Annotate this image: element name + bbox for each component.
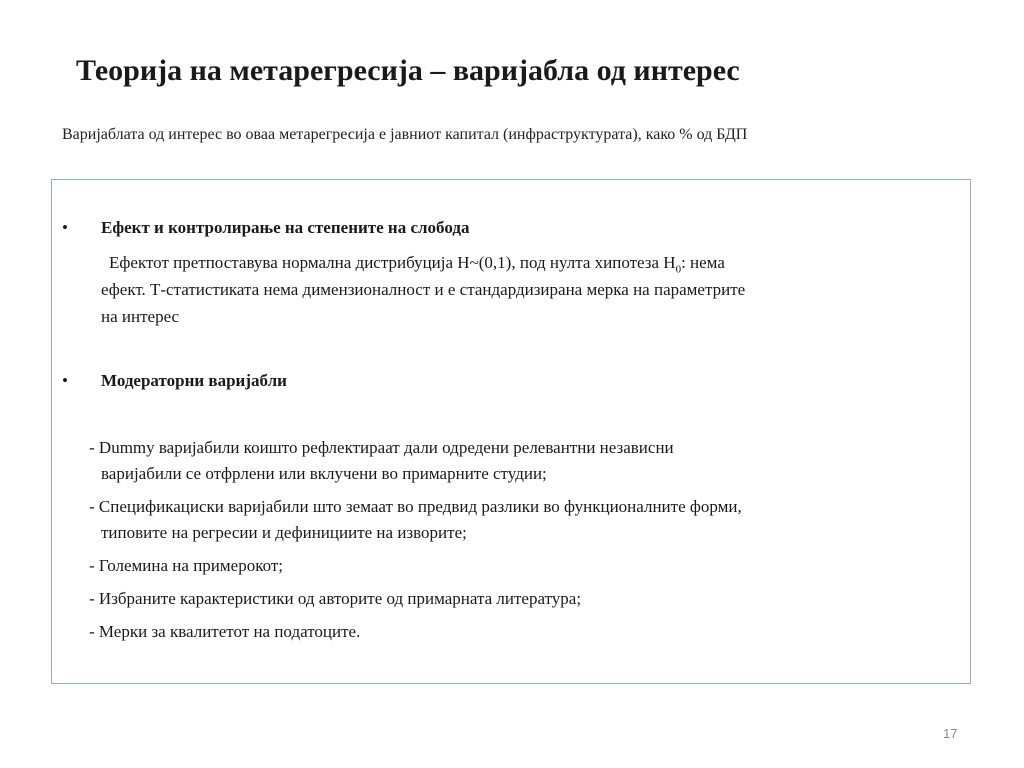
list-item-line: варијабили се отфрлени или вклучени во примарните студии;	[101, 464, 547, 483]
effect-line-1-text: Ефектот претпоставува нормална дистрибуција H~(0,1), под нулта хипотеза H	[109, 253, 676, 272]
list-item-line: - Големина на примерокот;	[89, 556, 284, 575]
list-item-line: типовите на регресии и дефинициите на изворите;	[101, 523, 467, 542]
list-item	[89, 553, 964, 579]
effect-line-3: на интерес	[101, 307, 180, 326]
effect-line-1-end: : нема	[681, 253, 725, 272]
bullet-marker: •	[62, 218, 68, 237]
content-box	[51, 179, 971, 684]
bullet-heading-effect: Ефект и контролирање на степените на слобода	[101, 218, 470, 237]
list-item	[89, 586, 964, 612]
effect-line-1	[101, 249, 963, 276]
effect-paragraph	[101, 249, 963, 330]
list-item-line: - Избраните карактеристики од авторите од примарната литература;	[89, 589, 582, 608]
list-item	[89, 619, 964, 645]
list-item-line: - Спецификациски варијабили што земаат во предвид разлики во функционалните форми,	[89, 497, 742, 516]
list-item-line: - Dummy варијабили коишто рефлектираат дали одредени релевантни независни	[89, 438, 674, 457]
slide-subtitle: Варијаблата од интерес во оваа метарегресија е јавниот капитал (инфраструктурата), како % од БДП	[62, 126, 748, 143]
effect-line-2: ефект. Т-статистиката нема димензионалност и е стандардизирана мерка на параметрите	[101, 280, 746, 299]
page-number: 17	[943, 726, 958, 741]
bullet-marker: •	[62, 371, 68, 390]
slide-title: Теорија на метарегресија – варијабла од интерес	[76, 54, 740, 87]
moderator-list	[89, 435, 964, 652]
list-item	[89, 494, 964, 546]
bullet-heading-moderators: Модераторни варијабли	[101, 371, 287, 390]
list-item	[89, 435, 964, 487]
list-item-line: - Мерки за квалитетот на податоците.	[89, 622, 361, 641]
effect-line-1-subscript: 0	[675, 263, 682, 276]
